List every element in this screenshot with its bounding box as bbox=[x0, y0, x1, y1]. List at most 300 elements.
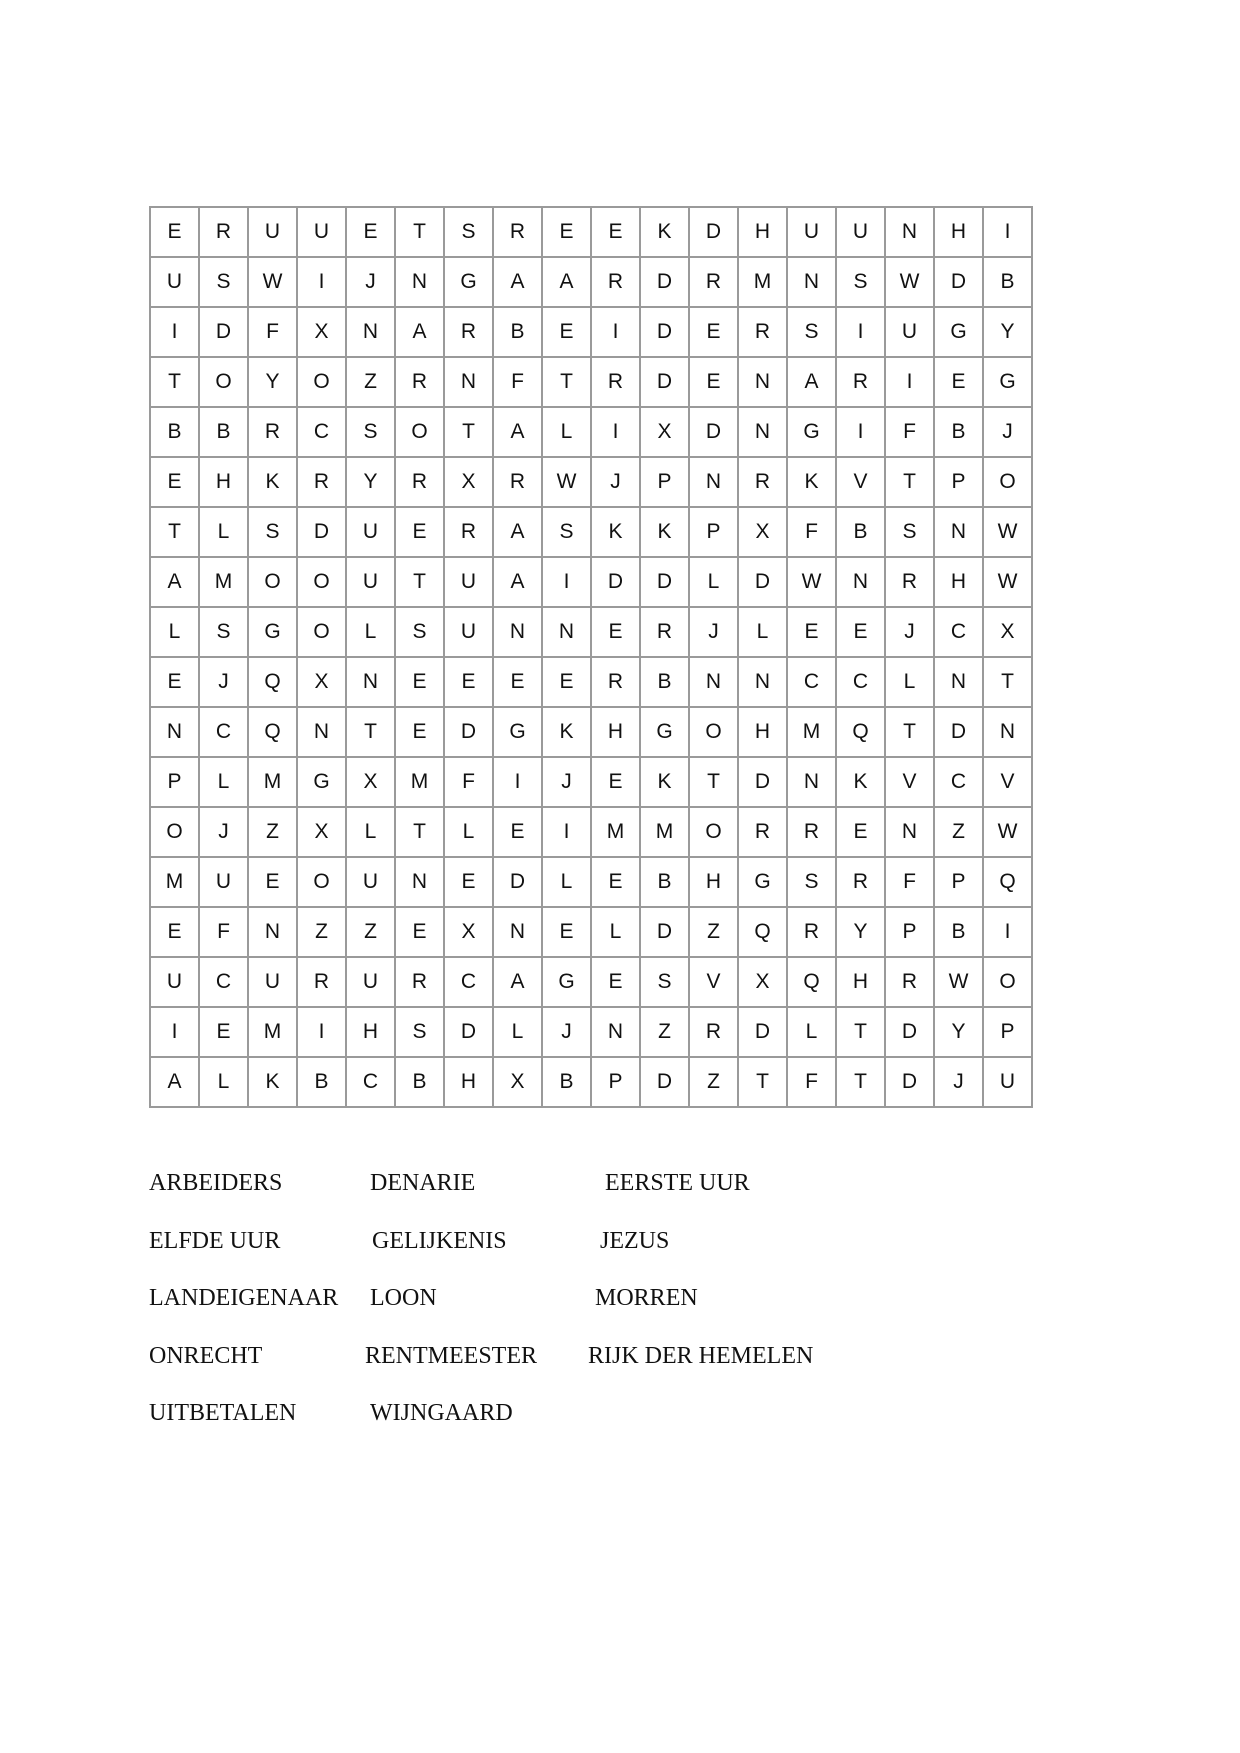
grid-cell: N bbox=[885, 207, 934, 257]
grid-cell: S bbox=[199, 257, 248, 307]
word-item: GELIJKENIS bbox=[372, 1228, 507, 1254]
grid-cell: F bbox=[787, 1057, 836, 1107]
grid-cell: E bbox=[493, 657, 542, 707]
grid-cell: U bbox=[787, 207, 836, 257]
grid-cell: S bbox=[542, 507, 591, 557]
grid-cell: H bbox=[689, 857, 738, 907]
grid-cell: L bbox=[542, 407, 591, 457]
grid-cell: C bbox=[199, 707, 248, 757]
grid-cell: D bbox=[738, 757, 787, 807]
grid-row bbox=[150, 557, 1032, 607]
grid-cell: A bbox=[493, 957, 542, 1007]
grid-cell: S bbox=[346, 407, 395, 457]
grid-row bbox=[150, 807, 1032, 857]
grid-cell: A bbox=[493, 407, 542, 457]
grid-cell: D bbox=[199, 307, 248, 357]
grid-cell: A bbox=[493, 507, 542, 557]
grid-cell: J bbox=[199, 807, 248, 857]
word-item: EERSTE UUR bbox=[605, 1170, 750, 1196]
word-item: LANDEIGENAAR bbox=[149, 1285, 339, 1311]
grid-cell: M bbox=[199, 557, 248, 607]
grid-cell: C bbox=[444, 957, 493, 1007]
grid-cell: K bbox=[640, 207, 689, 257]
grid-cell: E bbox=[395, 657, 444, 707]
grid-cell: E bbox=[542, 207, 591, 257]
grid-cell: B bbox=[493, 307, 542, 357]
grid-cell: X bbox=[297, 807, 346, 857]
grid-cell: G bbox=[934, 307, 983, 357]
grid-cell: R bbox=[591, 357, 640, 407]
grid-cell: E bbox=[150, 907, 199, 957]
grid-cell: Z bbox=[248, 807, 297, 857]
grid-row bbox=[150, 907, 1032, 957]
grid-cell: R bbox=[199, 207, 248, 257]
grid-cell: F bbox=[885, 407, 934, 457]
grid-cell: G bbox=[444, 257, 493, 307]
grid-cell: P bbox=[934, 857, 983, 907]
grid-cell: G bbox=[542, 957, 591, 1007]
grid-cell: L bbox=[542, 857, 591, 907]
grid-cell: J bbox=[542, 757, 591, 807]
grid-cell: R bbox=[738, 457, 787, 507]
grid-cell: R bbox=[591, 657, 640, 707]
grid-cell: A bbox=[787, 357, 836, 407]
grid-cell: D bbox=[640, 1057, 689, 1107]
grid-cell: L bbox=[199, 757, 248, 807]
grid-cell: Z bbox=[346, 907, 395, 957]
grid-cell: T bbox=[395, 207, 444, 257]
grid-cell: C bbox=[836, 657, 885, 707]
grid-cell: S bbox=[444, 207, 493, 257]
grid-cell: E bbox=[591, 607, 640, 657]
grid-cell: X bbox=[297, 307, 346, 357]
grid-cell: N bbox=[150, 707, 199, 757]
grid-cell: R bbox=[395, 357, 444, 407]
grid-cell: E bbox=[248, 857, 297, 907]
grid-cell: J bbox=[885, 607, 934, 657]
grid-cell: B bbox=[395, 1057, 444, 1107]
grid-cell: U bbox=[346, 507, 395, 557]
grid-cell: D bbox=[444, 707, 493, 757]
grid-cell: R bbox=[395, 457, 444, 507]
word-item: LOON bbox=[370, 1285, 437, 1311]
word-item: ONRECHT bbox=[149, 1343, 263, 1369]
grid-cell: Z bbox=[297, 907, 346, 957]
grid-cell: U bbox=[150, 957, 199, 1007]
grid-cell: I bbox=[591, 307, 640, 357]
grid-cell: P bbox=[689, 507, 738, 557]
grid-cell: X bbox=[983, 607, 1032, 657]
grid-cell: Y bbox=[836, 907, 885, 957]
grid-cell: J bbox=[689, 607, 738, 657]
grid-cell: L bbox=[150, 607, 199, 657]
grid-cell: N bbox=[689, 457, 738, 507]
grid-cell: D bbox=[689, 407, 738, 457]
grid-cell: D bbox=[738, 1007, 787, 1057]
grid-cell: E bbox=[836, 807, 885, 857]
grid-cell: R bbox=[493, 457, 542, 507]
grid-cell: S bbox=[885, 507, 934, 557]
grid-cell: Z bbox=[934, 807, 983, 857]
grid-cell: R bbox=[640, 607, 689, 657]
grid-cell: Z bbox=[689, 907, 738, 957]
grid-cell: R bbox=[444, 507, 493, 557]
grid-cell: T bbox=[150, 507, 199, 557]
grid-cell: N bbox=[297, 707, 346, 757]
grid-cell: I bbox=[885, 357, 934, 407]
grid-row bbox=[150, 407, 1032, 457]
grid-cell: O bbox=[983, 957, 1032, 1007]
grid-cell: Y bbox=[934, 1007, 983, 1057]
grid-cell: L bbox=[346, 607, 395, 657]
grid-cell: D bbox=[640, 557, 689, 607]
grid-cell: N bbox=[395, 857, 444, 907]
grid-cell: E bbox=[150, 207, 199, 257]
grid-cell: E bbox=[150, 657, 199, 707]
grid-cell: U bbox=[346, 957, 395, 1007]
grid-cell: E bbox=[493, 807, 542, 857]
grid-cell: N bbox=[885, 807, 934, 857]
grid-cell: R bbox=[248, 407, 297, 457]
grid-cell: K bbox=[542, 707, 591, 757]
grid-cell: V bbox=[836, 457, 885, 507]
grid-cell: I bbox=[493, 757, 542, 807]
grid-cell: Q bbox=[787, 957, 836, 1007]
grid-cell: I bbox=[150, 307, 199, 357]
grid-cell: H bbox=[738, 207, 787, 257]
grid-cell: N bbox=[493, 607, 542, 657]
grid-cell: U bbox=[346, 557, 395, 607]
grid-cell: D bbox=[934, 257, 983, 307]
grid-cell: O bbox=[983, 457, 1032, 507]
grid-cell: R bbox=[591, 257, 640, 307]
grid-cell: F bbox=[493, 357, 542, 407]
grid-cell: T bbox=[395, 557, 444, 607]
grid-cell: T bbox=[836, 1057, 885, 1107]
grid-cell: D bbox=[885, 1057, 934, 1107]
grid-cell: G bbox=[787, 407, 836, 457]
grid-cell: K bbox=[836, 757, 885, 807]
grid-cell: J bbox=[199, 657, 248, 707]
grid-cell: O bbox=[395, 407, 444, 457]
grid-cell: S bbox=[836, 257, 885, 307]
grid-cell: N bbox=[836, 557, 885, 607]
grid-cell: Q bbox=[738, 907, 787, 957]
grid-cell: D bbox=[640, 307, 689, 357]
grid-cell: R bbox=[444, 307, 493, 357]
grid-cell: Y bbox=[346, 457, 395, 507]
grid-row bbox=[150, 457, 1032, 507]
grid-cell: F bbox=[199, 907, 248, 957]
grid-cell: U bbox=[836, 207, 885, 257]
grid-cell: W bbox=[934, 957, 983, 1007]
grid-cell: C bbox=[934, 607, 983, 657]
grid-cell: F bbox=[787, 507, 836, 557]
grid-cell: U bbox=[444, 607, 493, 657]
grid-cell: J bbox=[591, 457, 640, 507]
grid-cell: N bbox=[738, 407, 787, 457]
grid-cell: W bbox=[983, 807, 1032, 857]
grid-cell: T bbox=[689, 757, 738, 807]
grid-cell: W bbox=[248, 257, 297, 307]
grid-cell: T bbox=[983, 657, 1032, 707]
grid-cell: U bbox=[885, 307, 934, 357]
grid-cell: Z bbox=[346, 357, 395, 407]
grid-row bbox=[150, 657, 1032, 707]
grid-row bbox=[150, 1057, 1032, 1107]
grid-cell: N bbox=[787, 257, 836, 307]
grid-cell: B bbox=[542, 1057, 591, 1107]
grid-row bbox=[150, 707, 1032, 757]
grid-cell: B bbox=[934, 407, 983, 457]
word-search-grid bbox=[149, 206, 1033, 1108]
grid-cell: V bbox=[885, 757, 934, 807]
grid-cell: G bbox=[248, 607, 297, 657]
grid-cell: D bbox=[493, 857, 542, 907]
grid-cell: V bbox=[983, 757, 1032, 807]
grid-cell: N bbox=[542, 607, 591, 657]
grid-cell: Z bbox=[689, 1057, 738, 1107]
grid-cell: U bbox=[444, 557, 493, 607]
grid-cell: Q bbox=[836, 707, 885, 757]
grid-cell: U bbox=[983, 1057, 1032, 1107]
grid-cell: M bbox=[591, 807, 640, 857]
grid-cell: K bbox=[640, 757, 689, 807]
grid-cell: N bbox=[493, 907, 542, 957]
grid-cell: B bbox=[199, 407, 248, 457]
grid-cell: W bbox=[983, 507, 1032, 557]
grid-cell: R bbox=[493, 207, 542, 257]
grid-cell: T bbox=[738, 1057, 787, 1107]
grid-cell: S bbox=[640, 957, 689, 1007]
grid-cell: O bbox=[297, 857, 346, 907]
grid-cell: E bbox=[591, 757, 640, 807]
grid-cell: A bbox=[542, 257, 591, 307]
grid-cell: S bbox=[248, 507, 297, 557]
grid-cell: F bbox=[444, 757, 493, 807]
grid-cell: E bbox=[395, 907, 444, 957]
grid-cell: G bbox=[297, 757, 346, 807]
grid-cell: O bbox=[689, 707, 738, 757]
grid-cell: K bbox=[248, 457, 297, 507]
grid-cell: X bbox=[444, 907, 493, 957]
grid-cell: M bbox=[248, 757, 297, 807]
grid-cell: J bbox=[934, 1057, 983, 1107]
grid-cell: K bbox=[640, 507, 689, 557]
grid-cell: H bbox=[346, 1007, 395, 1057]
grid-cell: B bbox=[640, 657, 689, 707]
grid-cell: X bbox=[493, 1057, 542, 1107]
grid-cell: O bbox=[689, 807, 738, 857]
grid-cell: D bbox=[444, 1007, 493, 1057]
grid-cell: L bbox=[199, 1057, 248, 1107]
grid-cell: E bbox=[395, 707, 444, 757]
grid-cell: L bbox=[738, 607, 787, 657]
grid-cell: U bbox=[248, 957, 297, 1007]
grid-cell: X bbox=[640, 407, 689, 457]
grid-cell: B bbox=[983, 257, 1032, 307]
grid-cell: E bbox=[444, 857, 493, 907]
grid-cell: I bbox=[542, 557, 591, 607]
grid-cell: I bbox=[297, 257, 346, 307]
word-item: MORREN bbox=[595, 1285, 698, 1311]
grid-cell: E bbox=[591, 857, 640, 907]
grid-cell: Z bbox=[640, 1007, 689, 1057]
grid-row bbox=[150, 207, 1032, 257]
grid-cell: T bbox=[542, 357, 591, 407]
word-item: RIJK DER HEMELEN bbox=[588, 1343, 814, 1369]
grid-cell: U bbox=[150, 257, 199, 307]
grid-cell: R bbox=[738, 307, 787, 357]
grid-cell: X bbox=[738, 957, 787, 1007]
grid-cell: A bbox=[493, 557, 542, 607]
grid-cell: L bbox=[885, 657, 934, 707]
grid-cell: E bbox=[689, 357, 738, 407]
grid-cell: T bbox=[395, 807, 444, 857]
grid-row bbox=[150, 1007, 1032, 1057]
grid-cell: R bbox=[297, 957, 346, 1007]
grid-cell: E bbox=[787, 607, 836, 657]
word-item: JEZUS bbox=[600, 1228, 670, 1254]
grid-cell: I bbox=[836, 407, 885, 457]
grid-cell: E bbox=[542, 657, 591, 707]
grid-cell: E bbox=[591, 207, 640, 257]
grid-cell: E bbox=[542, 307, 591, 357]
grid-cell: R bbox=[689, 1007, 738, 1057]
grid-cell: I bbox=[297, 1007, 346, 1057]
grid-cell: M bbox=[787, 707, 836, 757]
grid-cell: I bbox=[983, 207, 1032, 257]
grid-cell: G bbox=[738, 857, 787, 907]
grid-cell: E bbox=[542, 907, 591, 957]
grid-row bbox=[150, 307, 1032, 357]
grid-cell: G bbox=[493, 707, 542, 757]
grid-cell: L bbox=[493, 1007, 542, 1057]
grid-cell: H bbox=[444, 1057, 493, 1107]
grid-cell: R bbox=[787, 807, 836, 857]
word-item: UITBETALEN bbox=[149, 1400, 297, 1426]
grid-cell: R bbox=[689, 257, 738, 307]
grid-cell: T bbox=[885, 457, 934, 507]
grid-cell: O bbox=[150, 807, 199, 857]
grid-cell: N bbox=[787, 757, 836, 807]
grid-cell: V bbox=[689, 957, 738, 1007]
grid-cell: P bbox=[934, 457, 983, 507]
grid-cell: A bbox=[395, 307, 444, 357]
grid-cell: N bbox=[983, 707, 1032, 757]
word-item: RENTMEESTER bbox=[365, 1343, 537, 1369]
grid-cell: U bbox=[297, 207, 346, 257]
grid-cell: N bbox=[248, 907, 297, 957]
grid-cell: I bbox=[983, 907, 1032, 957]
grid-row bbox=[150, 357, 1032, 407]
word-item: ARBEIDERS bbox=[149, 1170, 283, 1196]
grid-cell: H bbox=[199, 457, 248, 507]
grid-cell: B bbox=[934, 907, 983, 957]
grid-cell: B bbox=[836, 507, 885, 557]
grid-cell: E bbox=[199, 1007, 248, 1057]
grid-cell: W bbox=[885, 257, 934, 307]
grid-cell: P bbox=[150, 757, 199, 807]
grid-row bbox=[150, 857, 1032, 907]
grid-cell: O bbox=[199, 357, 248, 407]
grid-cell: O bbox=[297, 607, 346, 657]
grid-cell: H bbox=[591, 707, 640, 757]
grid-cell: N bbox=[689, 657, 738, 707]
grid-cell: I bbox=[542, 807, 591, 857]
grid-cell: R bbox=[738, 807, 787, 857]
grid-cell: N bbox=[934, 657, 983, 707]
grid-row bbox=[150, 957, 1032, 1007]
grid-cell: X bbox=[444, 457, 493, 507]
grid-cell: L bbox=[199, 507, 248, 557]
grid-row bbox=[150, 257, 1032, 307]
grid-cell: E bbox=[836, 607, 885, 657]
grid-cell: R bbox=[836, 857, 885, 907]
grid-cell: C bbox=[934, 757, 983, 807]
grid-cell: S bbox=[787, 307, 836, 357]
grid-cell: H bbox=[738, 707, 787, 757]
grid-cell: P bbox=[983, 1007, 1032, 1057]
grid-cell: T bbox=[444, 407, 493, 457]
grid-cell: N bbox=[444, 357, 493, 407]
grid-cell: X bbox=[346, 757, 395, 807]
grid-cell: D bbox=[689, 207, 738, 257]
grid-cell: Q bbox=[983, 857, 1032, 907]
grid-cell: A bbox=[150, 557, 199, 607]
grid-row bbox=[150, 607, 1032, 657]
grid-cell: P bbox=[591, 1057, 640, 1107]
grid-cell: I bbox=[150, 1007, 199, 1057]
grid-cell: X bbox=[738, 507, 787, 557]
grid-cell: C bbox=[787, 657, 836, 707]
grid-cell: R bbox=[787, 907, 836, 957]
grid-cell: K bbox=[591, 507, 640, 557]
grid-cell: I bbox=[591, 407, 640, 457]
grid-cell: R bbox=[297, 457, 346, 507]
grid-cell: N bbox=[346, 307, 395, 357]
grid-cell: U bbox=[199, 857, 248, 907]
grid-cell: R bbox=[885, 957, 934, 1007]
grid-cell: L bbox=[787, 1007, 836, 1057]
word-item: WIJNGAARD bbox=[370, 1400, 513, 1426]
grid-cell: S bbox=[787, 857, 836, 907]
grid-cell: S bbox=[395, 607, 444, 657]
grid-cell: S bbox=[199, 607, 248, 657]
grid-cell: G bbox=[640, 707, 689, 757]
grid-cell: L bbox=[689, 557, 738, 607]
grid-cell: P bbox=[885, 907, 934, 957]
grid-cell: D bbox=[640, 257, 689, 307]
grid-cell: O bbox=[297, 357, 346, 407]
grid-cell: N bbox=[395, 257, 444, 307]
grid-cell: B bbox=[150, 407, 199, 457]
word-item: DENARIE bbox=[370, 1170, 476, 1196]
grid-cell: N bbox=[591, 1007, 640, 1057]
grid-cell: Y bbox=[983, 307, 1032, 357]
grid-cell: U bbox=[248, 207, 297, 257]
grid-cell: O bbox=[297, 557, 346, 607]
grid-cell: D bbox=[297, 507, 346, 557]
grid-row bbox=[150, 757, 1032, 807]
grid-cell: F bbox=[885, 857, 934, 907]
grid-cell: X bbox=[297, 657, 346, 707]
grid-cell: D bbox=[934, 707, 983, 757]
grid-cell: Y bbox=[248, 357, 297, 407]
grid-cell: M bbox=[395, 757, 444, 807]
grid-cell: T bbox=[346, 707, 395, 757]
grid-cell: M bbox=[640, 807, 689, 857]
